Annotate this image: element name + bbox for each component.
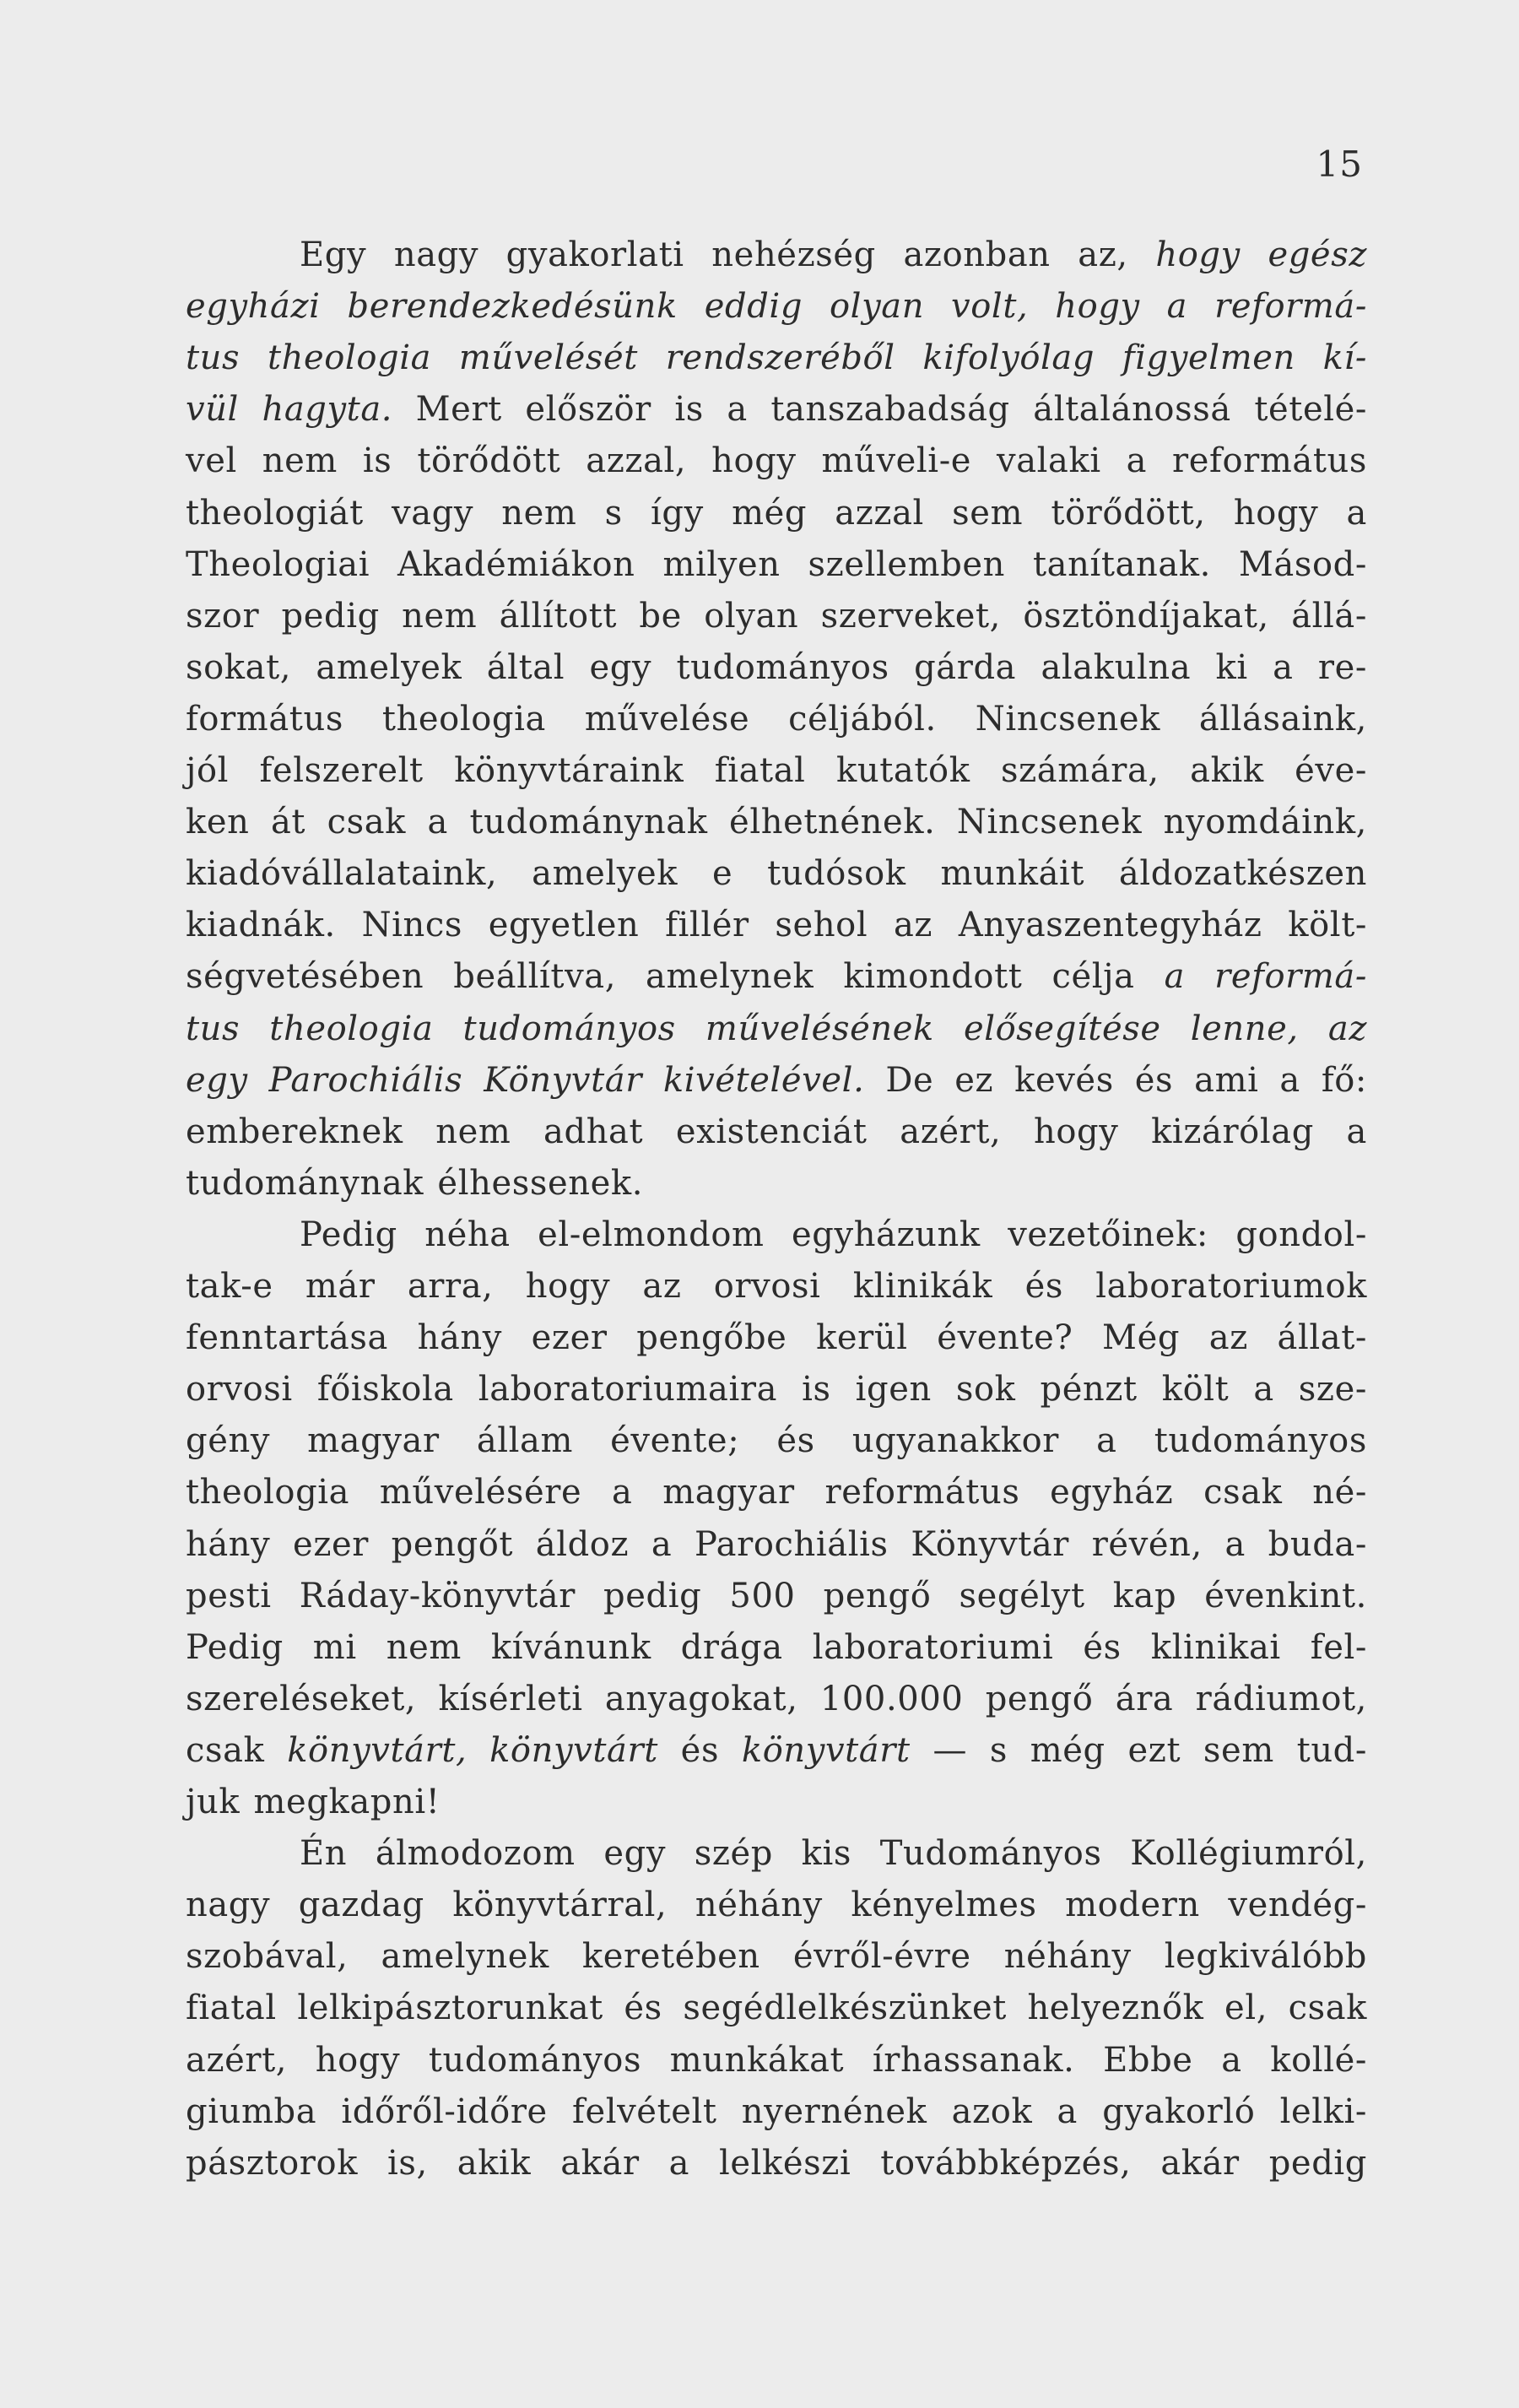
text-line [186,1622,1367,1673]
text-line [186,1467,1367,1518]
text-line [300,1828,1367,1879]
text-segment: szor pedig nem állított be olyan szerveket, ösztöndíjakat, állá- [186,596,1367,636]
text-segment: Egy nagy gyakorlati nehézség azonban az, [300,235,1156,274]
italic-text: a reformá- [1164,957,1367,997]
text-line [186,1004,1367,1054]
text-line [186,1415,1367,1466]
text-segment: embereknek nem adhat existenciát azért, hogy kizárólag a [186,1112,1367,1151]
italic-text: könyvtárt [741,1730,911,1770]
text-segment: ségvetésében beállítva, amelynek kimondott célja [186,957,1165,997]
text-segment: szobával, amelynek keretében évről-évre néhány legkiválóbb [186,1937,1367,1977]
text-line [186,1725,1367,1776]
text-line [186,1571,1367,1621]
text-segment: fenntartása hány ezer pengőbe kerül évente? Még az állat- [186,1318,1367,1358]
text-segment: gény magyar állam évente; és ugyanakkor a tudományos [186,1421,1367,1461]
text-segment: kiadóvállalataink, amelyek e tudósok munkáit áldozatkészen [186,854,1367,894]
text-segment: theologiát vagy nem s így még azzal sem törődött, hogy a [186,493,1367,533]
text-line [186,1519,1367,1570]
text-line [186,1158,1367,1209]
text-segment: ken át csak a tudománynak élhetnének. Nincsenek nyomdáink, [186,803,1367,842]
text-segment: pásztorok is, akik akár a lelkészi továbbképzés, akár pedig [186,2143,1367,2183]
text-segment: tudománynak élhessenek. [186,1163,644,1203]
text-segment: juk megkapni! [186,1783,441,1821]
italic-text: hogy egész [1155,235,1368,274]
text-line [186,333,1367,383]
text-line [186,900,1367,950]
text-line [186,2086,1367,2137]
text-line [186,1312,1367,1363]
text-line [186,694,1367,744]
text-segment: tak-e már arra, hogy az orvosi klinikák és laboratoriumok [186,1267,1367,1306]
text-segment: csak [186,1730,288,1770]
text-line [186,797,1367,847]
text-line [186,848,1367,899]
text-segment: — s még ezt sem tud- [910,1730,1367,1770]
text-line [186,1983,1367,2033]
text-line [186,384,1367,435]
text-line [186,539,1367,590]
italic-text: tus theologia tudományos művelésének elősegítése lenne, az [186,1009,1367,1048]
text-segment: vel nem is törődött azzal, hogy műveli-e valaki a református [186,441,1367,481]
text-segment: Pedig mi nem kívánunk drága laboratoriumi és klinikai fel- [186,1627,1367,1667]
page-number: 15 [1316,143,1363,185]
italic-text: tus theologia művelését rendszeréből kifolyólag figyelmen kí- [186,338,1367,378]
text-segment: Mert először is a tanszabadság általánossá tételé- [392,390,1367,430]
text-segment: Én álmodozom egy szép kis Tudományos Kollégiumról, [300,1834,1367,1874]
text-line [186,1107,1367,1157]
text-line [186,1055,1367,1106]
text-line [186,951,1367,1002]
text-segment: és [657,1730,742,1770]
text-segment: kiadnák. Nincs egyetlen fillér sehol az Anyaszentegyház költ- [186,906,1367,945]
italic-text: könyvtárt, könyvtárt [287,1730,658,1770]
text-line [186,281,1367,332]
text-segment: pesti Ráday-könyvtár pedig 500 pengő segélyt kap évenkint. [186,1576,1367,1615]
text-line [186,642,1367,693]
text-segment: orvosi főiskola laboratoriumaira is igen sok pénzt költ a sze- [186,1370,1367,1410]
text-segment: sokat, amelyek által egy tudományos gárda alakulna ki a re- [186,647,1367,687]
text-line [186,591,1367,641]
text-line [186,1364,1367,1415]
text-segment: Pedig néha el-elmondom egyházunk vezetőinek: gondol- [300,1215,1367,1254]
text-line [186,1777,1367,1827]
text-segment: nagy gazdag könyvtárral, néhány kényelmes modern vendég- [186,1886,1367,1925]
text-segment: giumba időről-időre felvételt nyernének azok a gyakorló lelki- [186,2091,1367,2131]
italic-text: vül hagyta. [186,390,393,430]
text-segment: jól felszerelt könyvtáraink fiatal kutatók számára, akik éve- [186,751,1367,790]
italic-text: egy Parochiális Könyvtár kivételével. [186,1060,865,1100]
text-line [186,2138,1367,2189]
text-line [186,2035,1367,2086]
text-line [186,1261,1367,1312]
text-line [186,1931,1367,1982]
text-line [186,488,1367,538]
text-segment: theologia művelésére a magyar református egyház csak né- [186,1473,1367,1512]
italic-text: egyházi berendezkedésünk eddig olyan volt, hogy a reformá- [186,287,1367,327]
text-line [186,436,1367,486]
text-segment: azért, hogy tudományos munkákat írhassanak. Ebbe a kollé- [186,2040,1367,2080]
text-line [300,1209,1367,1260]
text-line [186,1674,1367,1724]
text-line [186,745,1367,796]
text-segment: formátus theologia művelése céljából. Nincsenek állásaink, [186,699,1367,739]
text-segment: hány ezer pengőt áldoz a Parochiális Könyvtár révén, a buda- [186,1524,1367,1564]
text-line [186,1880,1367,1930]
text-segment: De ez kevés és ami a fő: [864,1060,1367,1100]
text-segment: Theologiai Akadémiákon milyen szellemben tanítanak. Másod- [186,544,1367,584]
text-line [300,230,1367,280]
text-segment: fiatal lelkipásztorunkat és segédlelkészünket helyeznők el, csak [186,1989,1367,2028]
text-segment: szereléseket, kísérleti anyagokat, 100.000 pengő ára rádiumot, [186,1679,1367,1718]
